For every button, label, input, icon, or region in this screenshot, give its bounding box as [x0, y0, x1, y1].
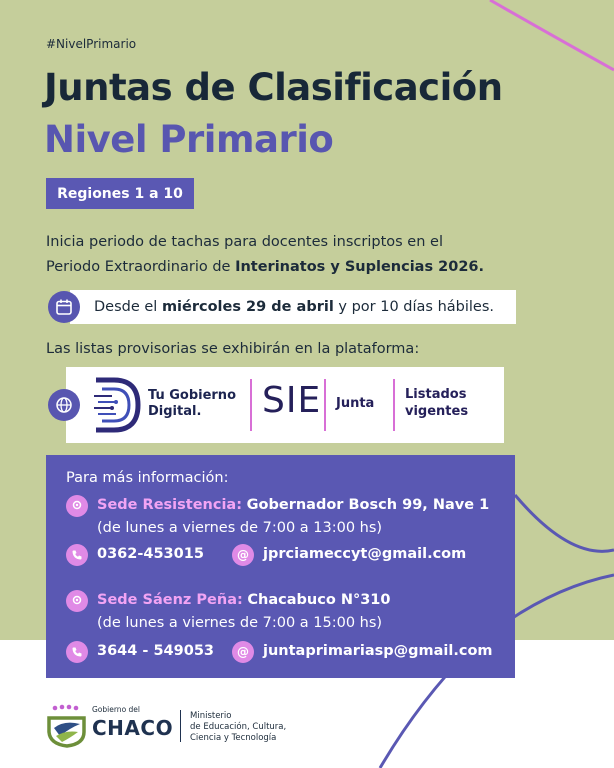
calendar-icon [48, 291, 80, 323]
date-suffix: y por 10 días hábiles. [333, 299, 495, 315]
sede-address: Gobernador Bosch 99, Nave 1 [246, 497, 490, 513]
sede-name: Sede Sáenz Peña: [97, 592, 243, 608]
info-box [46, 455, 515, 678]
tu-gobierno-digital-logo-icon [92, 376, 142, 434]
intro-line1: Inicia periodo de tachas para docentes inscriptos en el [46, 234, 443, 250]
intro-line2-bold: Interinatos y Suplencias 2026. [235, 259, 485, 275]
phone-icon [66, 641, 88, 663]
info-title: Para más información: [66, 470, 229, 486]
lists-label: Las listas provisorias se exhibirán en la plataforma: [46, 341, 420, 357]
sede-email[interactable]: juntaprimariasp@gmail.com [263, 643, 493, 659]
location-pin-icon [66, 495, 88, 517]
sede-email[interactable]: jprciameccyt@gmail.com [263, 546, 467, 562]
sede-address: Chacabuco N°310 [247, 592, 391, 608]
date-bold: miércoles 29 de abril [161, 299, 334, 315]
tgd-line2: Digital. [148, 404, 202, 419]
listados-line2: vigentes [405, 404, 469, 419]
chaco-government-logo-icon [46, 704, 88, 748]
ministerio-label [190, 711, 286, 744]
divider [324, 379, 326, 431]
tgd-line1: Tu Gobierno [148, 388, 236, 403]
chaco-label: CHACO [92, 716, 174, 740]
page-subtitle: Nivel Primario [44, 118, 334, 161]
listados-vigentes-label [405, 386, 468, 420]
at-icon: @ [232, 641, 254, 663]
ministerio-line2: de Educación, Cultura, [190, 722, 287, 732]
regions-badge: Regiones 1 a 10 [46, 178, 194, 209]
sede-hours: (de lunes a viernes de 7:00 a 15:00 hs) [97, 615, 383, 631]
date-bar [70, 290, 516, 324]
phone-icon [66, 544, 88, 566]
sede-saenz-pena-line [97, 592, 390, 608]
junta-label: Junta [336, 396, 375, 411]
at-icon: @ [232, 544, 254, 566]
intro-text [46, 230, 576, 280]
listados-line1: Listados [405, 387, 467, 402]
gobierno-del-label: Gobierno del [92, 705, 140, 714]
hashtag: #NivelPrimario [46, 37, 137, 51]
divider [250, 379, 252, 431]
sede-phone[interactable]: 3644 - 549053 [97, 643, 215, 659]
sede-resistencia-line [97, 497, 489, 513]
page-title: Juntas de Clasificación [44, 66, 503, 109]
sede-phone[interactable]: 0362-453015 [97, 546, 204, 562]
ministerio-line1: Ministerio [190, 711, 232, 721]
intro-line2-normal: Periodo Extraordinario de [46, 259, 236, 275]
platform-banner[interactable] [66, 367, 504, 443]
sede-hours: (de lunes a viernes de 7:00 a 13:00 hs) [97, 520, 383, 536]
globe-icon [48, 389, 80, 421]
sede-name: Sede Resistencia: [97, 497, 243, 513]
date-prefix: Desde el [94, 299, 162, 315]
tu-gobierno-digital-label [148, 388, 236, 420]
divider [393, 379, 395, 431]
footer-divider [180, 710, 181, 742]
ministerio-line3: Ciencia y Tecnología [190, 733, 277, 743]
location-pin-icon [66, 590, 88, 612]
sie-label: SIE [262, 380, 322, 421]
